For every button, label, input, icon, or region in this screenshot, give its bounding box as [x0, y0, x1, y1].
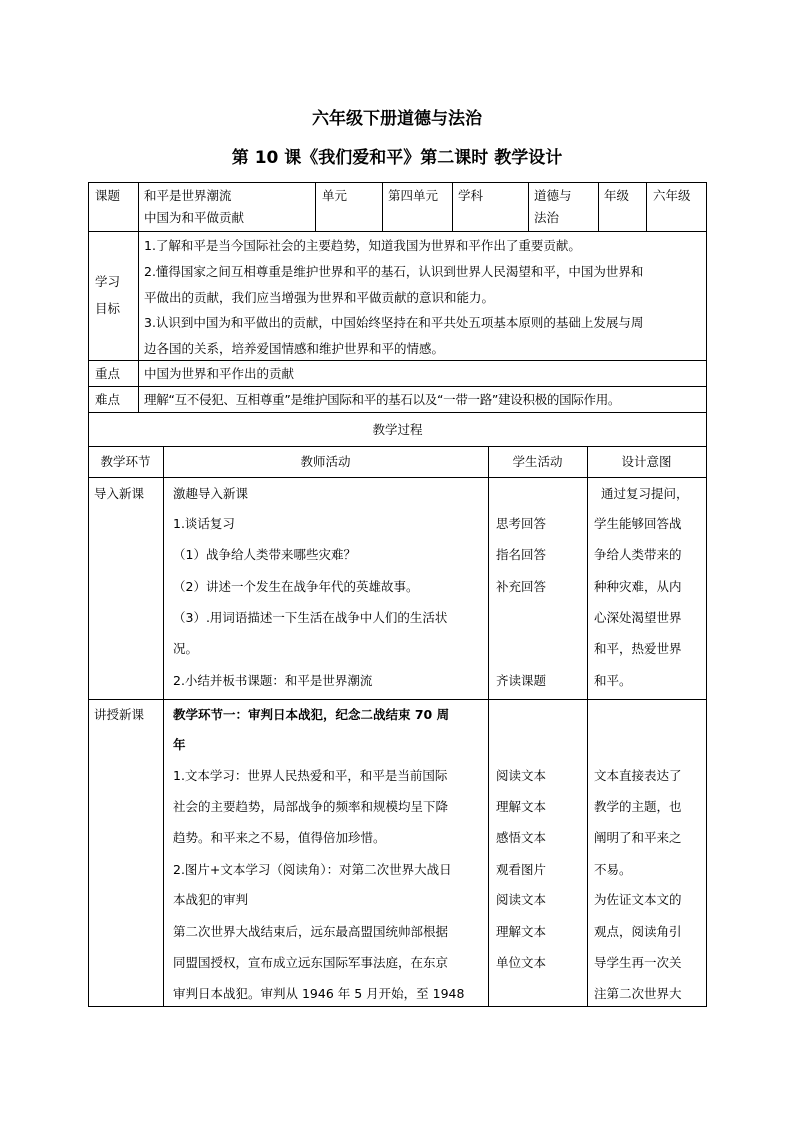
new-lesson-intent-line-5: 为佐证文本文的 — [594, 892, 682, 907]
new-lesson-teacher-line-5: 本战犯的审判 — [173, 892, 249, 907]
new-lesson-student-6: 理解文本 — [496, 924, 547, 939]
grade-label: 年级 — [604, 188, 630, 203]
new-lesson-teacher-line-2: 社会的主要趋势，局部战争的频率和规模均呈下降 — [173, 799, 449, 814]
new-lesson-student-3: 感悟文本 — [496, 830, 547, 845]
new-lesson-intent-line-1: 文本直接表达了 — [594, 768, 682, 783]
intro-teacher-line-1: 激趣导入新课 — [173, 486, 249, 501]
new-lesson-intent-line-8: 注第二次世界大 — [594, 986, 682, 1001]
intro-intent-line-3: 争给人类带来的 — [594, 547, 682, 562]
intro-student-4: 齐读课题 — [496, 673, 547, 688]
goal-line-4: 3.认识到中国为和平做出的贡献，中国始终坚持在和平共处五项基本原则的基础上发展与周 — [144, 315, 644, 330]
key-point-value: 中国为世界和平作出的贡献 — [144, 366, 295, 381]
goals-label-line2: 目标 — [95, 301, 121, 316]
new-lesson-student-4: 观看图片 — [496, 862, 547, 877]
goal-line-1: 1.了解和平是当今国际社会的主要趋势，知道我国为世界和平作出了重要贡献。 — [144, 238, 581, 253]
topic-label: 课题 — [95, 188, 121, 203]
process-heading: 教学过程 — [372, 422, 423, 437]
new-lesson-student-5: 阅读文本 — [496, 892, 547, 907]
document-title: 六年级下册道德与法治 — [312, 109, 482, 129]
document-subtitle: 第 10 课《我们爱和平》第二课时 教学设计 — [231, 148, 563, 168]
intro-intent-line-5: 心深处渴望世界 — [594, 610, 682, 625]
goals-label-line1: 学习 — [95, 274, 121, 289]
topic-value-line2: 中国为和平做贡献 — [144, 210, 245, 225]
new-lesson-teacher-line-7: 同盟国授权，宣布成立远东国际军事法庭，在东京 — [173, 955, 449, 970]
intro-teacher-line-2: 1.谈话复习 — [173, 516, 235, 531]
new-lesson-teacher-line-3: 趋势。和平来之不易，值得倍加珍惜。 — [173, 830, 386, 845]
unit-label: 单元 — [322, 188, 348, 203]
intro-student-1: 思考回答 — [496, 516, 547, 531]
col-student-header: 学生活动 — [512, 454, 563, 469]
new-lesson-section-title-line1: 教学环节一：审判日本战犯，纪念二战结束 70 周 — [173, 707, 450, 722]
new-lesson-intent-line-7: 导学生再一次关 — [594, 955, 682, 970]
new-lesson-intent-line-2: 教学的主题，也 — [594, 799, 682, 814]
intro-teacher-line-5: （3）.用词语描述一下生活在战争中人们的生活状 — [173, 610, 448, 625]
intro-intent-line-6: 和平，热爱世界 — [594, 641, 682, 656]
new-lesson-student-2: 理解文本 — [496, 799, 547, 814]
intro-stage: 导入新课 — [94, 486, 145, 501]
new-lesson-section-title-line2: 年 — [173, 737, 186, 752]
intro-teacher-line-6: 况。 — [173, 641, 199, 656]
new-lesson-student-1: 阅读文本 — [496, 768, 547, 783]
new-lesson-teacher-line-4: 2.图片+文本学习（阅读角）：对第二次世界大战日 — [173, 862, 452, 877]
subject-label: 学科 — [458, 188, 484, 203]
subject-value-line1: 道德与 — [534, 188, 572, 203]
key-point-label: 重点 — [95, 366, 121, 381]
new-lesson-student-7: 单位文本 — [496, 955, 547, 970]
new-lesson-intent-line-6: 观点，阅读角引 — [594, 924, 682, 939]
intro-student-2: 指名回答 — [496, 547, 547, 562]
intro-intent-line-1: 通过复习提问， — [601, 486, 689, 501]
intro-intent-line-4: 种种灾难，从内 — [594, 579, 682, 594]
subject-value-line2: 法治 — [534, 210, 560, 225]
intro-teacher-line-4: （2）讲述一个发生在战争年代的英雄故事。 — [173, 579, 419, 594]
col-stage-header: 教学环节 — [100, 454, 151, 469]
intro-teacher-line-7: 2.小结并板书课题：和平是世界潮流 — [173, 673, 373, 688]
new-lesson-teacher-line-6: 第二次世界大战结束后，远东最高盟国统帅部根据 — [173, 924, 449, 939]
intro-teacher-line-3: （1）战争给人类带来哪些灾难？ — [173, 547, 356, 562]
goal-line-2: 2.懂得国家之间互相尊重是维护世界和平的基石，认识到世界人民渴望和平，中国为世界和 — [144, 264, 644, 279]
difficulty-label: 难点 — [95, 392, 121, 407]
intro-intent-line-7: 和平。 — [594, 673, 632, 688]
difficulty-value: 理解“互不侵犯、互相尊重”是维护国际和平的基石以及“一带一路”建设积极的国际作用。 — [144, 392, 621, 407]
new-lesson-intent-line-4: 不易。 — [594, 862, 632, 877]
goal-line-3: 平做出的贡献，我们应当增强为世界和平做贡献的意识和能力。 — [144, 290, 495, 305]
new-lesson-teacher-line-8: 审判日本战犯。审判从 1946 年 5 月开始，至 1948 — [173, 986, 465, 1001]
intro-student-3: 补充回答 — [496, 579, 547, 594]
grade-value: 六年级 — [653, 188, 691, 203]
topic-value-line1: 和平是世界潮流 — [144, 188, 232, 203]
col-intent-header: 设计意图 — [621, 454, 672, 469]
new-lesson-teacher-line-1: 1.文本学习：世界人民热爱和平，和平是当前国际 — [173, 768, 448, 783]
goal-line-5: 边各国的关系，培养爱国情感和维护世界和平的情感。 — [144, 341, 445, 356]
unit-value: 第四单元 — [388, 188, 439, 203]
col-teacher-header: 教师活动 — [300, 454, 351, 469]
new-lesson-stage: 讲授新课 — [94, 707, 145, 722]
new-lesson-intent-line-3: 阐明了和平来之 — [594, 830, 682, 845]
intro-intent-line-2: 学生能够回答战 — [594, 516, 682, 531]
